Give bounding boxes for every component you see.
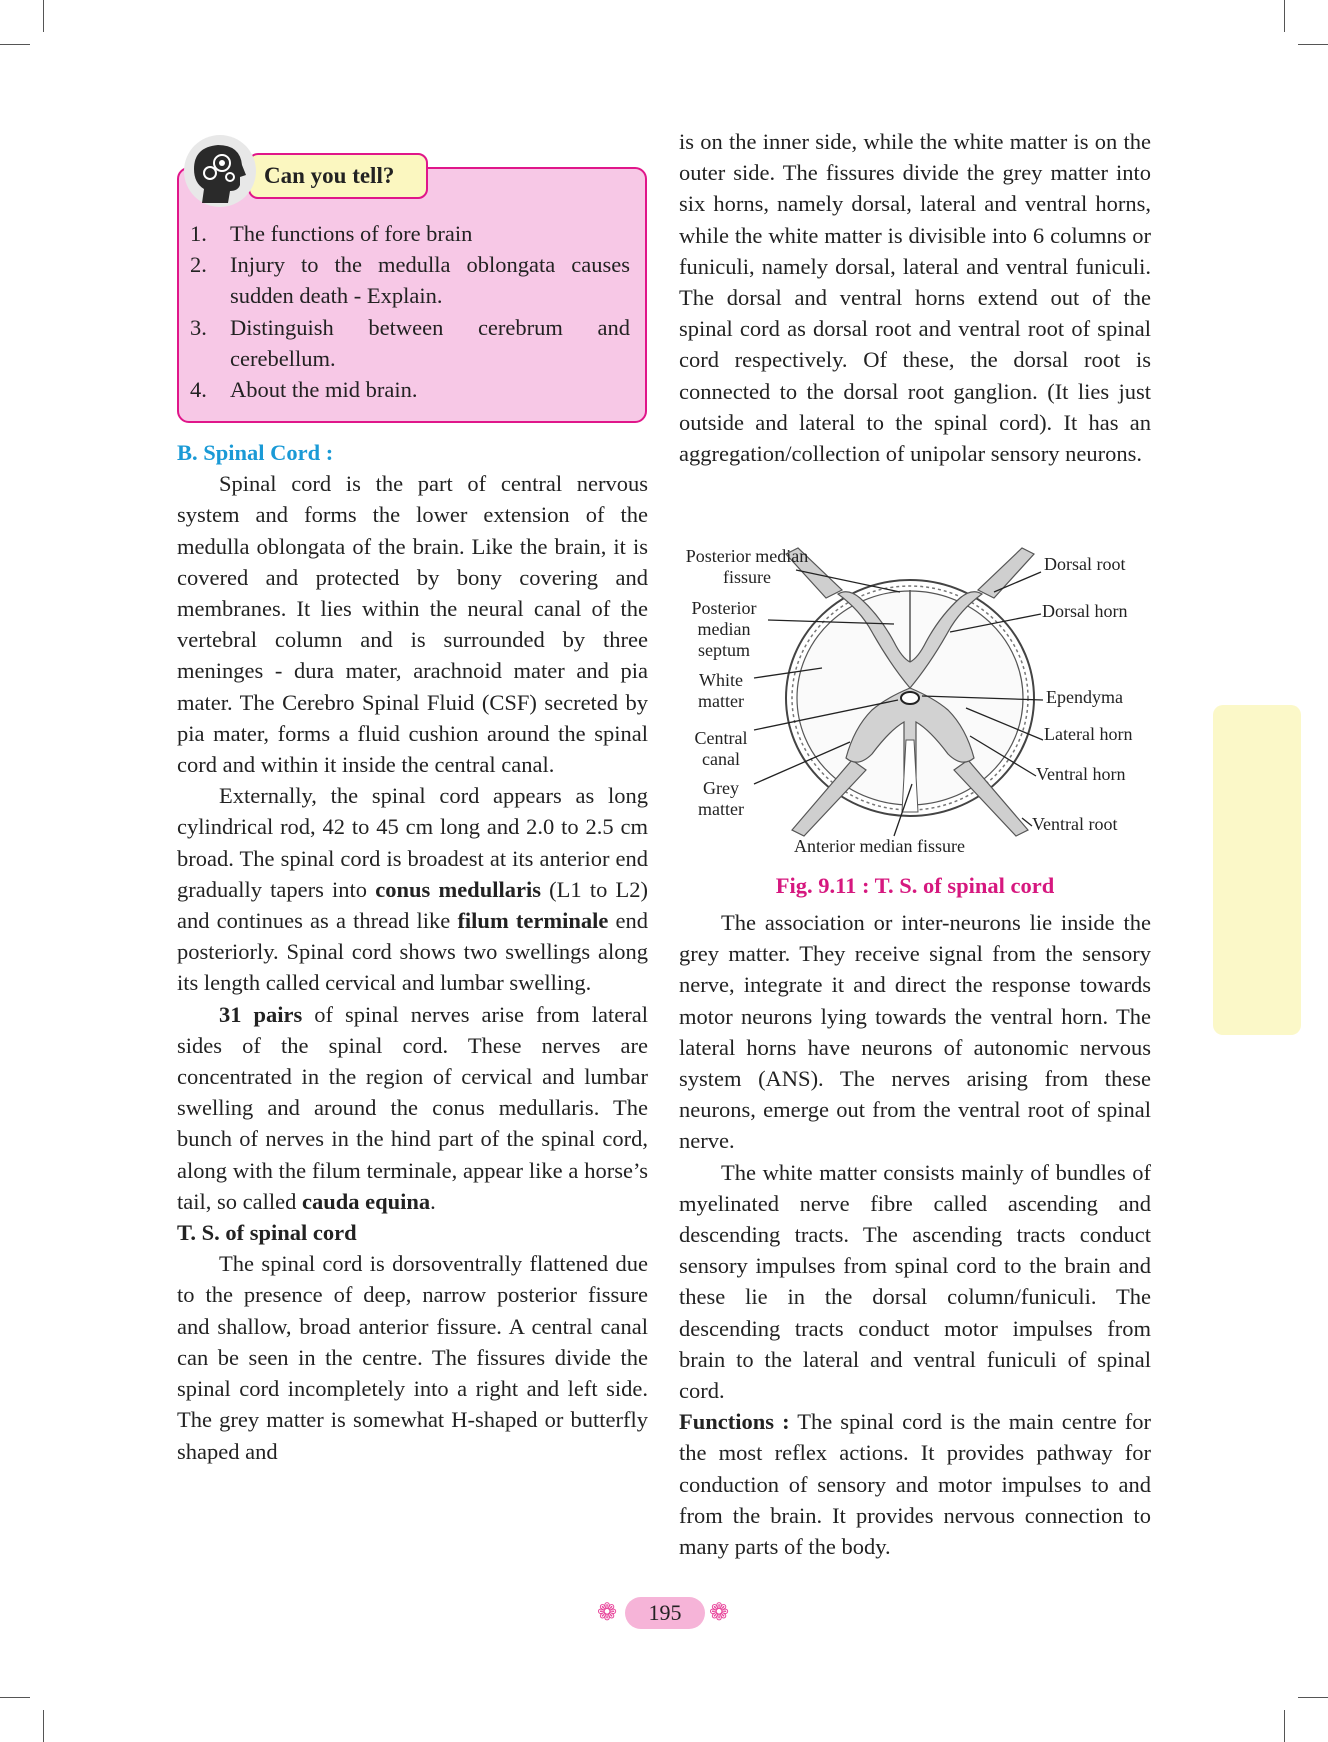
page-number-ornament: [595, 1593, 735, 1633]
paragraph: The white matter consists mainly of bundles of myelinated nerve fibre called ascending and descending tracts. The ascending tracts conduct sensory impulses from spinal cord to the brain and these lie in the dorsal column/funiculi. The descending tracts conduct motor impulses from brain to the lateral and ventral funiculi of spinal cord.: [679, 1159, 1151, 1404]
figure-caption: Fig. 9.11 : T. S. of spinal cord: [775, 873, 1055, 898]
label-posterior-median-septum: Posterior median septum: [691, 598, 757, 660]
label-ependyma: Ependyma: [1046, 687, 1123, 707]
label-posterior-median-fissure: Posterior median fissure: [685, 546, 809, 587]
crop-mark: [43, 1710, 44, 1742]
sub-heading: T. S. of spinal cord: [177, 1220, 357, 1246]
page-number: 195: [625, 1597, 705, 1629]
label-central-canal: Central canal: [694, 728, 748, 769]
paragraph: Spinal cord is the part of central nervous system and forms the lower extension of the medulla oblongata of the brain. Like the brain, it is covered and protected by bony covering and membranes. It lies within the neural canal of the vertebral column and is surrounded by three meninges - dura mater, arachnoid mater and pia mater. The Cerebro Spinal Fluid (CSF) secreted by pia mater, forms a fluid cushion around the spinal cord and within it inside the central canal.: [177, 471, 648, 778]
label-ventral-root: Ventral root: [1032, 814, 1118, 834]
spinal-cord-figure: [676, 540, 1156, 860]
list-item: 2. Injury to the medulla oblongata causes sudden death - Explain.: [190, 252, 630, 309]
section-heading: B. Spinal Cord :: [177, 440, 334, 465]
list-item: 3. Distinguish between cerebrum and cerebellum.: [190, 314, 630, 371]
crop-mark: [0, 44, 30, 45]
paragraph: The spinal cord is dorsoventrally flattened due to the presence of deep, narrow posterior fissure and shallow, broad anterior fissure. A central canal can be seen in the centre. The fissures divide the spinal cord incompletely into a right and left side. The grey matter is somewhat H-shaped or butterfly shaped and: [177, 1251, 648, 1464]
right-column-bottom: [679, 907, 1151, 1562]
flower-icon: ❁: [597, 1600, 618, 1626]
label-grey-matter: Grey matter: [698, 778, 744, 819]
paragraph: Functions : The spinal cord is the main centre for the most reflex actions. It provides pathway for conduction of sensory and motor impulses to and from the brain. It provides nervous connection to many parts of the body.: [679, 1409, 1151, 1560]
crop-mark: [43, 0, 44, 32]
paragraph: is on the inner side, while the white matter is on the outer side. The fissures divide the grey matter into six horns, namely dorsal, lateral and ventral horns, while the white matter is divisible into 6 columns or funiculi, namely dorsal, lateral and ventral funiculi. The dorsal and ventral horns extend out of the spinal cord as dorsal root and ventral root of spinal cord respectively. Of these, the dorsal root is connected to the dorsal root ganglion. (It lies just outside and lateral to the spinal cord). It has an aggregation/collection of unipolar sensory neurons.: [679, 129, 1151, 467]
paragraph: 31 pairs of spinal nerves arise from lateral sides of the spinal cord. These nerves are concentrated in the region of cervical and lumbar swelling and around the conus medullaris. The bunch of nerves in the hind part of the spinal cord, along with the filum terminale, appear like a horse’s tail, so called cauda equina.: [177, 1001, 648, 1214]
crop-mark: [0, 1697, 30, 1698]
label-anterior-median-fissure: Anterior median fissure: [794, 836, 965, 856]
list-item: 1. The functions of fore brain: [190, 221, 473, 246]
crop-mark: [1284, 1710, 1285, 1742]
label-white-matter: White matter: [698, 670, 744, 711]
crop-mark: [1298, 44, 1328, 45]
flower-icon: ❁: [709, 1600, 730, 1626]
can-you-tell-list: [190, 218, 630, 405]
side-tab: [1213, 705, 1301, 1035]
thinking-head-icon: [180, 133, 258, 211]
paragraph: Externally, the spinal cord appears as long cylindrical rod, 42 to 45 cm long and 2.0 to 2.5 cm broad. The spinal cord is broadest at its anterior end gradually tapers into conus medullaris (L1 to L2) and continues as a thread like filum terminale end posteriorly. Spinal cord shows two swellings along its length called cervical and lumbar swelling.: [177, 783, 648, 996]
left-column: [177, 437, 648, 1467]
label-lateral-horn: Lateral horn: [1044, 724, 1133, 744]
crop-mark: [1298, 1697, 1328, 1698]
label-dorsal-horn: Dorsal horn: [1042, 601, 1128, 621]
right-column-top: [679, 126, 1151, 469]
label-ventral-horn: Ventral horn: [1036, 764, 1126, 784]
list-item: 4. About the mid brain.: [190, 377, 418, 403]
crop-mark: [1284, 0, 1285, 32]
can-you-tell-title: Can you tell?: [248, 153, 428, 199]
label-dorsal-root: Dorsal root: [1044, 554, 1126, 574]
paragraph: The association or inter-neurons lie inside the grey matter. They receive signal from the sensory nerve, integrate it and direct the response towards motor neurons lying towards the ventral horn. The lateral horns have neurons of autonomic nervous system (ANS). The nerves arising from these neurons, emerge out from the ventral root of spinal nerve.: [679, 910, 1151, 1154]
